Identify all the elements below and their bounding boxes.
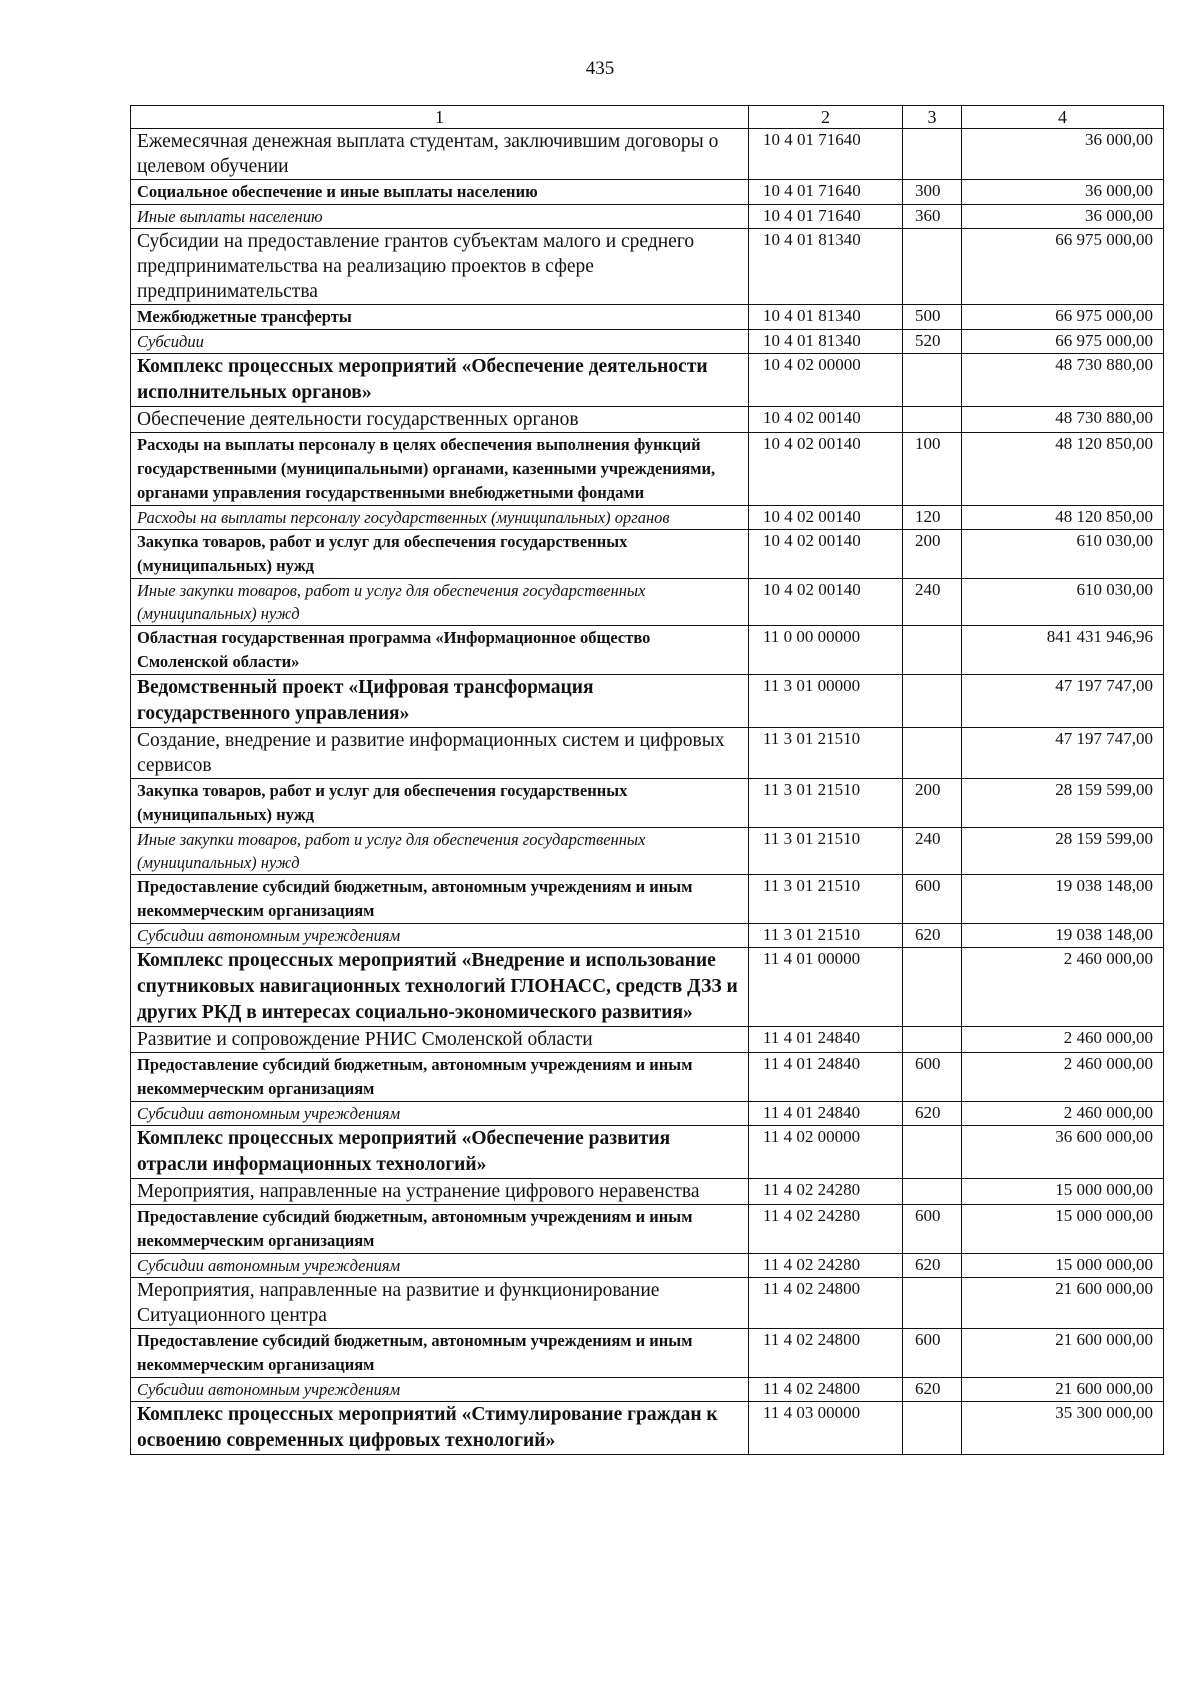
table-row: [131, 1254, 1164, 1278]
row-amount: 610 030,00: [962, 530, 1164, 579]
row-expense-type: 600: [903, 875, 962, 924]
table-row: [131, 205, 1164, 229]
row-code: 11 3 01 21510: [749, 875, 903, 924]
row-name: Комплекс процессных мероприятий «Внедрение и использование спутниковых навигационных технологий ГЛОНАСС, средств ДЗЗ и других РКД в интересах социально-экономического развития»: [131, 948, 749, 1027]
table-row: [131, 180, 1164, 205]
row-name: Ведомственный проект «Цифровая трансформация государственного управления»: [131, 675, 749, 728]
table-row: [131, 506, 1164, 530]
table-row: [131, 433, 1164, 506]
row-code: 11 3 01 21510: [749, 728, 903, 779]
row-code: 10 4 02 00140: [749, 579, 903, 626]
table-row: [131, 1027, 1164, 1053]
row-expense-type: 620: [903, 1102, 962, 1126]
row-amount: 48 730 880,00: [962, 354, 1164, 407]
header-col-2: 2: [749, 106, 903, 129]
row-code: 11 3 01 21510: [749, 779, 903, 828]
row-name: Субсидии автономным учреждениям: [131, 924, 749, 948]
row-code: 10 4 01 71640: [749, 205, 903, 229]
row-amount: 15 000 000,00: [962, 1254, 1164, 1278]
table-row: [131, 305, 1164, 330]
row-expense-type: 100: [903, 433, 962, 506]
row-code: 10 4 01 71640: [749, 129, 903, 180]
row-code: 11 4 02 24800: [749, 1378, 903, 1402]
row-amount: 48 120 850,00: [962, 433, 1164, 506]
row-expense-type: 120: [903, 506, 962, 530]
row-amount: 47 197 747,00: [962, 675, 1164, 728]
table-row: [131, 579, 1164, 626]
row-amount: 21 600 000,00: [962, 1329, 1164, 1378]
table-row: [131, 1329, 1164, 1378]
row-name: Иные закупки товаров, работ и услуг для обеспечения государственных (муниципальных) нужд: [131, 579, 749, 626]
table-row: [131, 728, 1164, 779]
table-row: [131, 1278, 1164, 1329]
table-row: [131, 1053, 1164, 1102]
table-row: [131, 675, 1164, 728]
row-code: 11 3 01 00000: [749, 675, 903, 728]
table-row: [131, 1402, 1164, 1455]
table-row: [131, 407, 1164, 433]
row-amount: 47 197 747,00: [962, 728, 1164, 779]
table-row: [131, 779, 1164, 828]
row-expense-type: [903, 626, 962, 675]
table-row: [131, 1179, 1164, 1205]
row-amount: 36 000,00: [962, 180, 1164, 205]
row-expense-type: [903, 354, 962, 407]
table-row: [131, 129, 1164, 180]
row-amount: 610 030,00: [962, 579, 1164, 626]
row-name: Предоставление субсидий бюджетным, автономным учреждениям и иным некоммерческим организациям: [131, 875, 749, 924]
row-amount: 2 460 000,00: [962, 1027, 1164, 1053]
row-name: Социальное обеспечение и иные выплаты населению: [131, 180, 749, 205]
row-name: Иные закупки товаров, работ и услуг для обеспечения государственных (муниципальных) нужд: [131, 828, 749, 875]
table-row: [131, 924, 1164, 948]
table-row: [131, 1205, 1164, 1254]
row-amount: 2 460 000,00: [962, 1053, 1164, 1102]
table-header-row: [131, 106, 1164, 129]
row-name: Субсидии на предоставление грантов субъектам малого и среднего предпринимательства на реализацию проектов в сфере предпринимательства: [131, 229, 749, 305]
row-expense-type: [903, 229, 962, 305]
row-name: Закупка товаров, работ и услуг для обеспечения государственных (муниципальных) нужд: [131, 530, 749, 579]
row-expense-type: 620: [903, 1254, 962, 1278]
row-amount: 2 460 000,00: [962, 948, 1164, 1027]
row-code: 11 4 02 24800: [749, 1329, 903, 1378]
row-name: Субсидии автономным учреждениям: [131, 1378, 749, 1402]
row-expense-type: 600: [903, 1053, 962, 1102]
table-row: [131, 875, 1164, 924]
table-row: [131, 229, 1164, 305]
row-code: 10 4 01 71640: [749, 180, 903, 205]
row-expense-type: 200: [903, 530, 962, 579]
header-col-4: 4: [962, 106, 1164, 129]
row-expense-type: 620: [903, 924, 962, 948]
page-number: 435: [585, 58, 615, 79]
row-code: 11 4 02 00000: [749, 1126, 903, 1179]
row-code: 10 4 02 00000: [749, 354, 903, 407]
row-name: Комплекс процессных мероприятий «Стимулирование граждан к освоению современных цифровых технологий»: [131, 1402, 749, 1455]
row-expense-type: 360: [903, 205, 962, 229]
row-amount: 841 431 946,96: [962, 626, 1164, 675]
row-expense-type: [903, 948, 962, 1027]
table-row: [131, 354, 1164, 407]
table-row: [131, 1126, 1164, 1179]
row-amount: 28 159 599,00: [962, 828, 1164, 875]
row-expense-type: [903, 1402, 962, 1455]
row-name: Комплекс процессных мероприятий «Обеспечение деятельности исполнительных органов»: [131, 354, 749, 407]
row-code: 11 0 00 00000: [749, 626, 903, 675]
table-row: [131, 330, 1164, 354]
table-row: [131, 1102, 1164, 1126]
row-code: 10 4 01 81340: [749, 229, 903, 305]
row-name: Расходы на выплаты персоналу государственных (муниципальных) органов: [131, 506, 749, 530]
row-code: 10 4 02 00140: [749, 530, 903, 579]
row-expense-type: 240: [903, 579, 962, 626]
row-name: Субсидии автономным учреждениям: [131, 1254, 749, 1278]
row-expense-type: [903, 407, 962, 433]
table-row: [131, 828, 1164, 875]
row-name: Комплекс процессных мероприятий «Обеспечение развития отрасли информационных технологий»: [131, 1126, 749, 1179]
row-expense-type: 600: [903, 1329, 962, 1378]
row-name: Областная государственная программа «Информационное общество Смоленской области»: [131, 626, 749, 675]
row-expense-type: 300: [903, 180, 962, 205]
row-amount: 15 000 000,00: [962, 1179, 1164, 1205]
row-name: Иные выплаты населению: [131, 205, 749, 229]
row-expense-type: 600: [903, 1205, 962, 1254]
row-name: Развитие и сопровождение РНИС Смоленской области: [131, 1027, 749, 1053]
budget-table: [130, 105, 1164, 1455]
row-name: Предоставление субсидий бюджетным, автономным учреждениям и иным некоммерческим организациям: [131, 1053, 749, 1102]
table-row: [131, 1378, 1164, 1402]
row-expense-type: [903, 1278, 962, 1329]
row-code: 11 4 02 24280: [749, 1205, 903, 1254]
row-expense-type: [903, 1027, 962, 1053]
header-col-3: 3: [903, 106, 962, 129]
row-amount: 66 975 000,00: [962, 229, 1164, 305]
row-amount: 19 038 148,00: [962, 924, 1164, 948]
row-expense-type: [903, 1179, 962, 1205]
row-code: 11 4 01 24840: [749, 1027, 903, 1053]
table-row: [131, 626, 1164, 675]
row-name: Закупка товаров, работ и услуг для обеспечения государственных (муниципальных) нужд: [131, 779, 749, 828]
row-code: 10 4 02 00140: [749, 433, 903, 506]
row-code: 11 4 02 24800: [749, 1278, 903, 1329]
row-code: 11 4 02 24280: [749, 1179, 903, 1205]
row-code: 11 4 01 24840: [749, 1102, 903, 1126]
row-name: Предоставление субсидий бюджетным, автономным учреждениям и иным некоммерческим организациям: [131, 1329, 749, 1378]
row-name: Мероприятия, направленные на развитие и функционирование Ситуационного центра: [131, 1278, 749, 1329]
row-amount: 48 730 880,00: [962, 407, 1164, 433]
row-code: 10 4 01 81340: [749, 305, 903, 330]
row-code: 11 4 01 00000: [749, 948, 903, 1027]
row-expense-type: 520: [903, 330, 962, 354]
row-amount: 36 000,00: [962, 205, 1164, 229]
row-expense-type: 200: [903, 779, 962, 828]
row-amount: 36 000,00: [962, 129, 1164, 180]
row-code: 10 4 01 81340: [749, 330, 903, 354]
row-code: 10 4 02 00140: [749, 506, 903, 530]
row-amount: 15 000 000,00: [962, 1205, 1164, 1254]
row-name: Ежемесячная денежная выплата студентам, заключившим договоры о целевом обучении: [131, 129, 749, 180]
row-name: Межбюджетные трансферты: [131, 305, 749, 330]
header-col-1: 1: [131, 106, 749, 129]
row-code: 11 4 01 24840: [749, 1053, 903, 1102]
row-code: 10 4 02 00140: [749, 407, 903, 433]
row-expense-type: [903, 675, 962, 728]
row-name: Создание, внедрение и развитие информационных систем и цифровых сервисов: [131, 728, 749, 779]
table-row: [131, 530, 1164, 579]
row-code: 11 3 01 21510: [749, 828, 903, 875]
row-code: 11 4 03 00000: [749, 1402, 903, 1455]
row-name: Субсидии автономным учреждениям: [131, 1102, 749, 1126]
row-name: Мероприятия, направленные на устранение цифрового неравенства: [131, 1179, 749, 1205]
row-code: 11 4 02 24280: [749, 1254, 903, 1278]
row-code: 11 3 01 21510: [749, 924, 903, 948]
row-expense-type: [903, 728, 962, 779]
row-amount: 36 600 000,00: [962, 1126, 1164, 1179]
row-expense-type: 500: [903, 305, 962, 330]
row-amount: 2 460 000,00: [962, 1102, 1164, 1126]
row-amount: 21 600 000,00: [962, 1378, 1164, 1402]
row-expense-type: [903, 129, 962, 180]
table-row: [131, 948, 1164, 1027]
row-amount: 66 975 000,00: [962, 305, 1164, 330]
row-name: Расходы на выплаты персоналу в целях обеспечения выполнения функций государственными (муниципальными) органами, казенными учреждениями, органами управления государственными внебюджетными фондами: [131, 433, 749, 506]
row-amount: 66 975 000,00: [962, 330, 1164, 354]
row-amount: 35 300 000,00: [962, 1402, 1164, 1455]
row-expense-type: 240: [903, 828, 962, 875]
row-amount: 19 038 148,00: [962, 875, 1164, 924]
row-name: Предоставление субсидий бюджетным, автономным учреждениям и иным некоммерческим организациям: [131, 1205, 749, 1254]
row-amount: 21 600 000,00: [962, 1278, 1164, 1329]
row-name: Субсидии: [131, 330, 749, 354]
row-amount: 48 120 850,00: [962, 506, 1164, 530]
row-name: Обеспечение деятельности государственных органов: [131, 407, 749, 433]
row-expense-type: 620: [903, 1378, 962, 1402]
row-expense-type: [903, 1126, 962, 1179]
row-amount: 28 159 599,00: [962, 779, 1164, 828]
